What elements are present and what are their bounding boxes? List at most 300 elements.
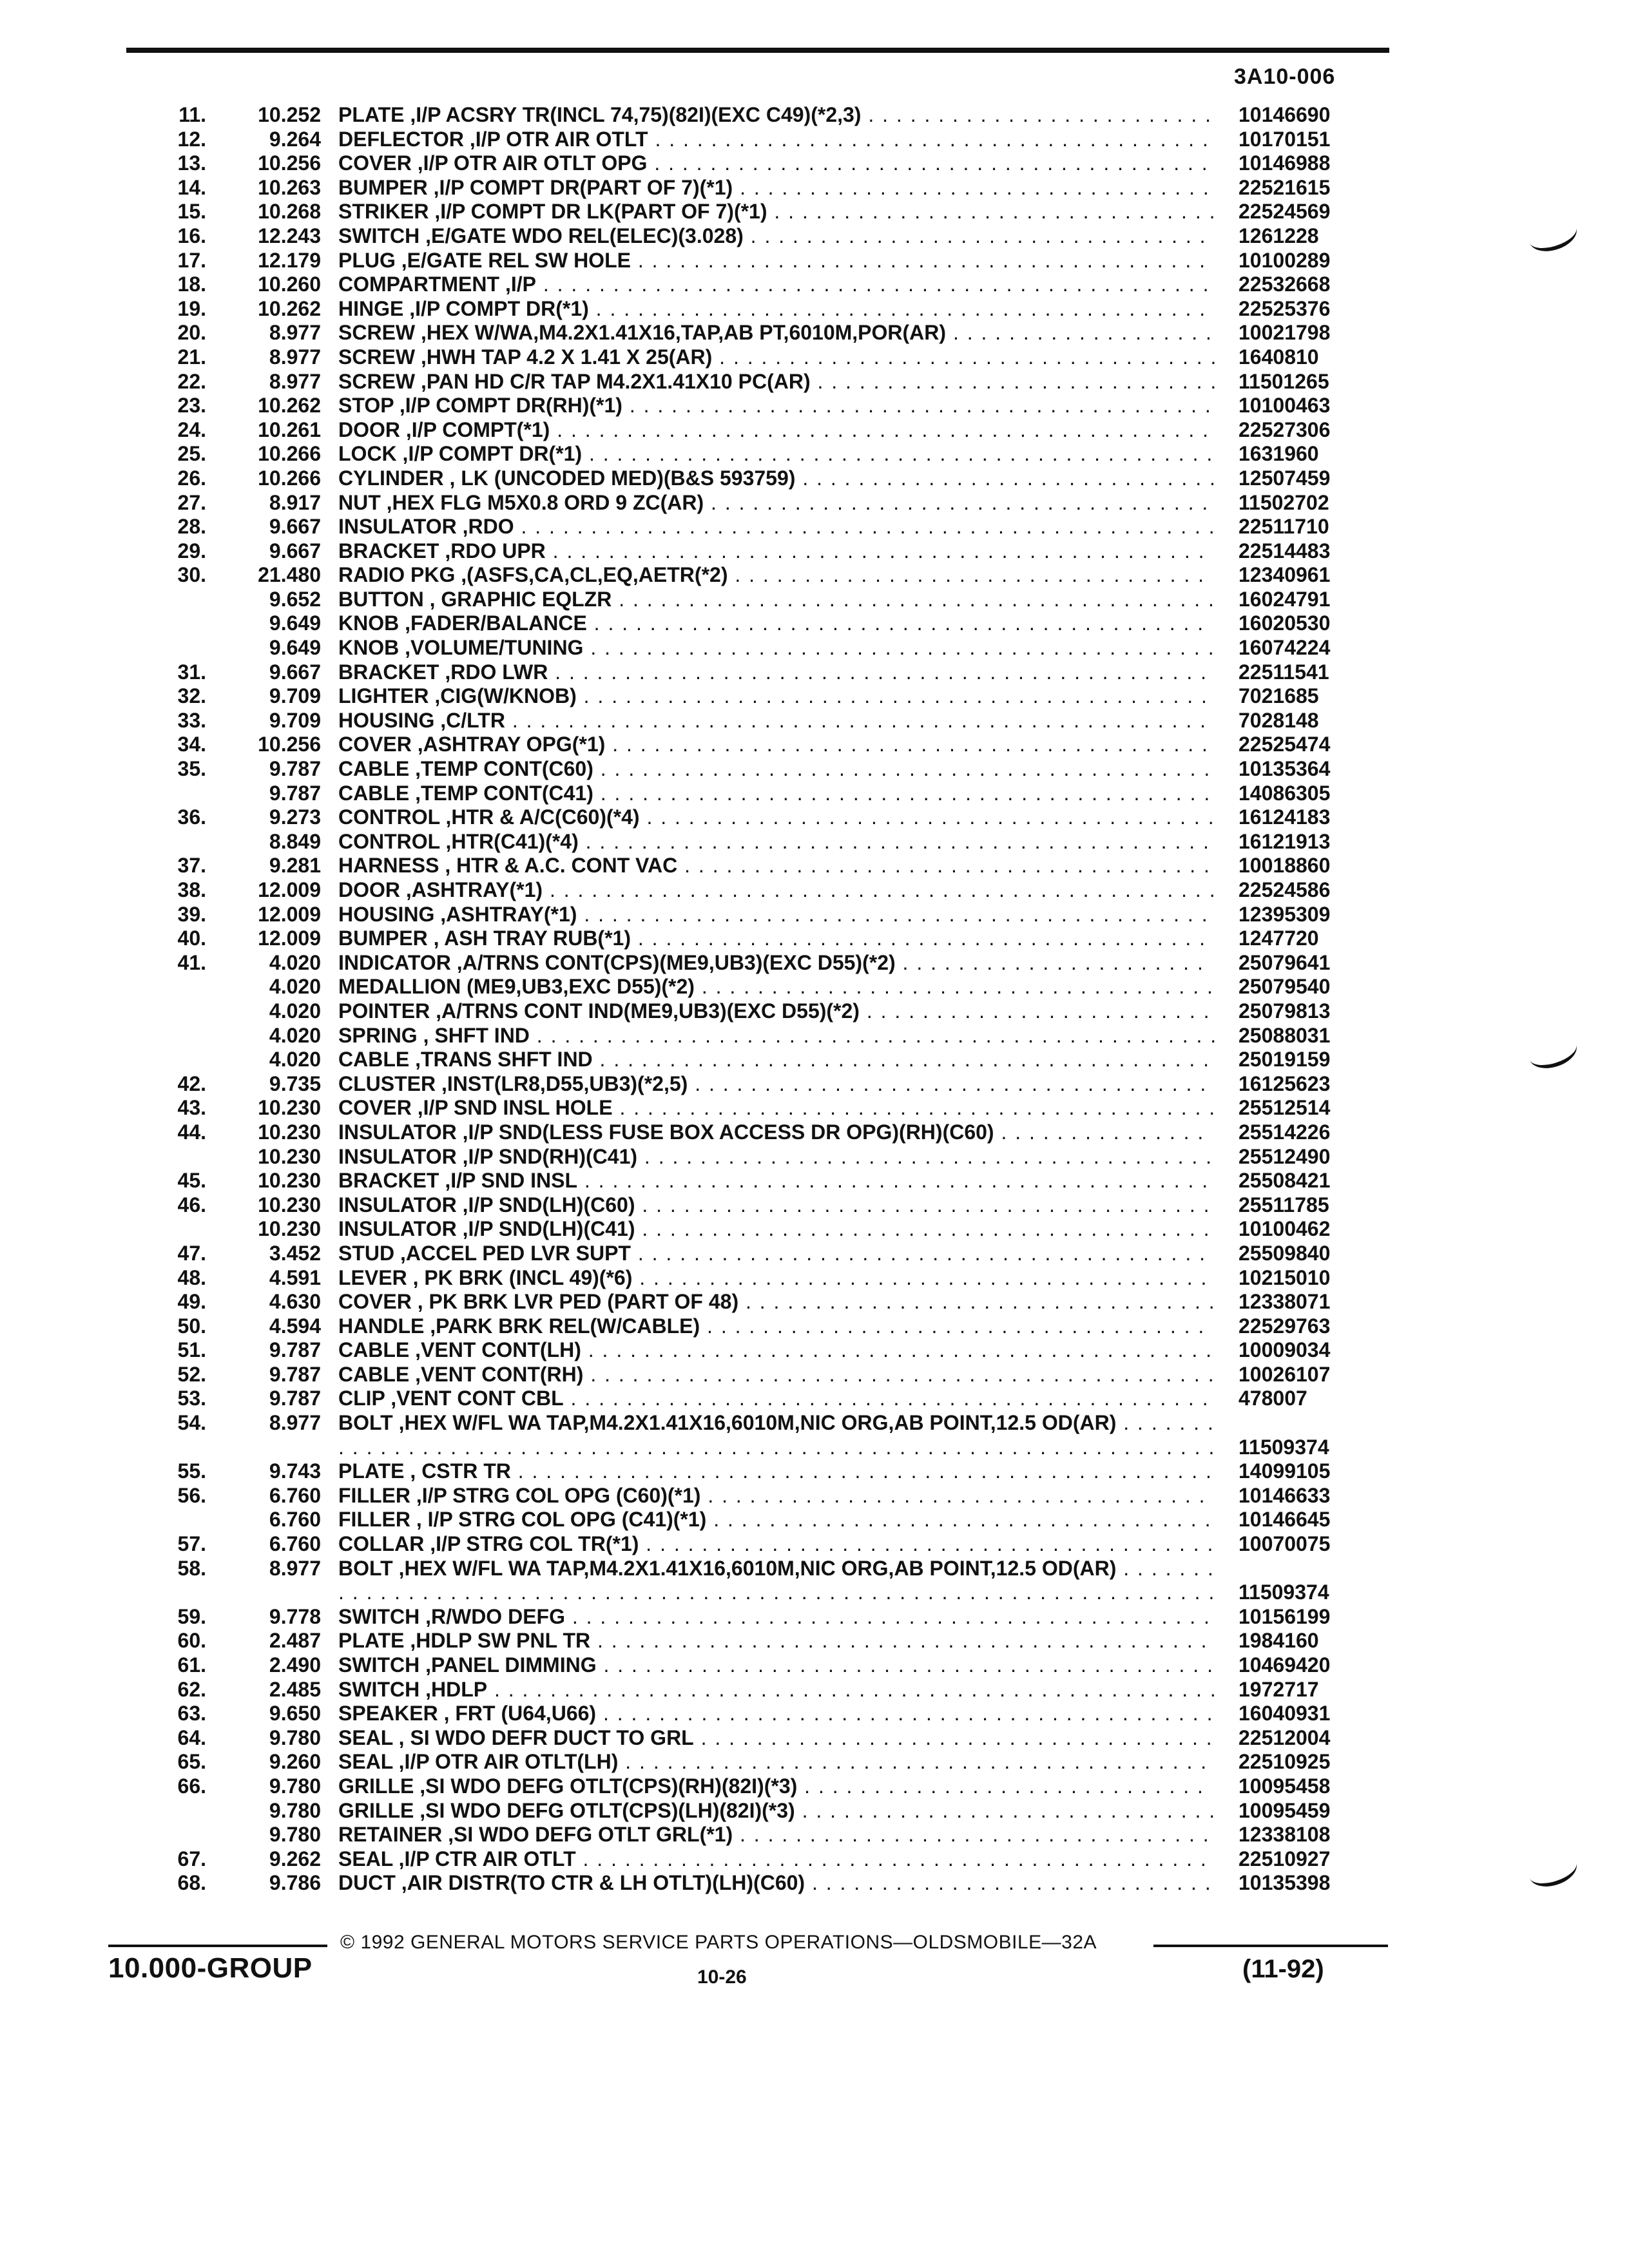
part-description-text: BUTTON , GRAPHIC EQLZR . . .	[338, 588, 1215, 612]
group-number: 10.260	[258, 273, 321, 296]
group-number: 9.780	[269, 1798, 321, 1822]
group-number: 4.594	[269, 1314, 321, 1338]
part-row	[0, 1169, 1629, 1193]
item-number: 63.	[177, 1702, 206, 1725]
part-description-text: INSULATOR ,I/P SND(RH)(C41) . . .	[338, 1145, 1215, 1169]
part-number: 22514483	[1239, 539, 1331, 562]
group-number: 10.256	[258, 733, 321, 756]
part-number: 1261228	[1239, 224, 1319, 247]
item-number: 65.	[177, 1750, 206, 1774]
part-number: 10135398	[1239, 1871, 1331, 1895]
part-description-text: LIGHTER ,CIG(W/KNOB) . . .	[338, 684, 1215, 709]
part-row	[0, 273, 1629, 297]
part-description-text: SEAL ,I/P OTR AIR OTLT(LH) . . .	[338, 1750, 1215, 1774]
part-description	[338, 1847, 1218, 1872]
part-description	[338, 1242, 1218, 1266]
part-description-text: COVER , PK BRK LVR PED (PART OF 48) . . .	[338, 1290, 1216, 1314]
item-number: 43.	[177, 1096, 206, 1120]
group-number: 10.230	[258, 1096, 321, 1120]
page-code: 3A10-006	[1234, 64, 1336, 89]
item-number: 12.	[177, 127, 206, 151]
part-number: 16124183	[1239, 805, 1331, 829]
part-row	[0, 394, 1629, 418]
part-row	[0, 999, 1629, 1024]
page-number: 10-26	[697, 1966, 747, 1988]
part-row	[0, 1314, 1629, 1339]
part-number: 25512490	[1239, 1144, 1331, 1168]
part-row	[0, 1096, 1629, 1120]
part-description-text: BRACKET ,RDO LWR . . .	[338, 660, 1215, 685]
part-number: 10026107	[1239, 1362, 1331, 1386]
top-rule	[126, 48, 1389, 53]
part-description-text: LEVER , PK BRK (INCL 49)(*6) . . .	[338, 1266, 1215, 1291]
item-number: 23.	[177, 394, 206, 418]
part-row	[0, 563, 1629, 588]
part-row	[0, 1338, 1629, 1363]
part-row	[0, 1799, 1629, 1823]
part-number: 16024791	[1239, 587, 1331, 611]
part-number: 22510927	[1239, 1847, 1331, 1870]
part-description	[338, 1096, 1218, 1120]
group-number: 12.009	[258, 902, 321, 926]
part-number: 11502702	[1239, 490, 1329, 514]
group-number: 10.263	[258, 175, 321, 199]
part-description-text: HINGE ,I/P COMPT DR(*1) . . .	[338, 297, 1215, 322]
part-description-text: CABLE ,TEMP CONT(C41) . . .	[338, 782, 1215, 806]
part-description	[338, 733, 1218, 757]
part-row	[0, 830, 1629, 854]
part-row	[0, 588, 1629, 612]
part-description	[338, 273, 1218, 297]
part-description-text: RADIO PKG ,(ASFS,CA,CL,EQ,AETR(*2) . . .	[338, 563, 1215, 588]
part-number: 1631960	[1239, 442, 1319, 466]
item-number: 34.	[177, 733, 206, 756]
part-number: 10095459	[1239, 1798, 1331, 1822]
part-description	[338, 249, 1218, 273]
item-number: 13.	[177, 151, 206, 175]
group-number: 10.230	[258, 1120, 321, 1144]
part-description	[338, 1169, 1218, 1193]
part-description	[338, 588, 1218, 612]
group-number: 8.977	[269, 1556, 321, 1580]
part-description	[338, 1508, 1218, 1532]
item-number: 46.	[177, 1193, 206, 1216]
part-number: 11509374	[1239, 1581, 1329, 1604]
part-description-text: CABLE ,VENT CONT(RH) . . .	[338, 1363, 1215, 1387]
part-number: 10135364	[1239, 757, 1331, 781]
part-description	[338, 1726, 1218, 1751]
part-number: 22525474	[1239, 733, 1331, 756]
part-description-text: CABLE ,VENT CONT(LH) . . .	[338, 1338, 1215, 1363]
part-row	[0, 418, 1629, 443]
part-description	[338, 1290, 1218, 1314]
item-number: 27.	[177, 490, 206, 514]
group-number: 10.256	[258, 151, 321, 175]
part-row	[0, 1847, 1629, 1872]
group-number: 12.009	[258, 927, 321, 950]
group-number: 10.268	[258, 200, 321, 224]
part-description	[338, 1605, 1218, 1629]
item-number: 38.	[177, 878, 206, 901]
part-description-text: FILLER ,I/P STRG COL OPG (C60)(*1) . . .	[338, 1484, 1215, 1508]
part-number: 10146645	[1239, 1508, 1331, 1532]
group-number: 9.650	[269, 1702, 321, 1725]
part-description	[338, 660, 1218, 685]
part-row	[0, 782, 1629, 806]
part-number: 10100462	[1239, 1217, 1331, 1241]
part-number: 10215010	[1239, 1265, 1331, 1289]
item-number: 25.	[177, 442, 206, 466]
group-number: 9.262	[269, 1847, 321, 1870]
part-number: 14099105	[1239, 1459, 1331, 1483]
part-number: 25079540	[1239, 975, 1331, 999]
item-number: 47.	[177, 1241, 206, 1265]
group-number: 21.480	[258, 563, 321, 587]
part-description-text: INDICATOR ,A/TRNS CONT(CPS)(ME9,UB3)(EXC D55)(*2) . . .	[338, 951, 1215, 975]
part-number: 22525376	[1239, 296, 1331, 320]
part-number: 22529763	[1239, 1314, 1331, 1338]
part-number: 10156199	[1239, 1604, 1331, 1628]
part-number: 10469420	[1239, 1653, 1331, 1677]
group-number: 9.787	[269, 1387, 321, 1410]
part-description-text: PLUG ,E/GATE REL SW HOLE . . .	[338, 249, 1215, 273]
group-number: 3.452	[269, 1241, 321, 1265]
part-description-text: BRACKET ,I/P SND INSL . . .	[338, 1169, 1215, 1193]
part-description	[338, 927, 1218, 951]
part-description-text: COLLAR ,I/P STRG COL TR(*1) . . .	[338, 1532, 1215, 1557]
part-row	[0, 1024, 1629, 1048]
part-description-text: SWITCH ,R/WDO DEFG . . .	[338, 1605, 1215, 1629]
item-number: 32.	[177, 684, 206, 708]
part-description-text: STOP ,I/P COMPT DR(RH)(*1) . . .	[338, 394, 1215, 418]
part-description-text: SCREW ,PAN HD C/R TAP M4.2X1.41X10 PC(AR) . . .	[338, 370, 1217, 394]
item-number: 42.	[177, 1072, 206, 1095]
part-row	[0, 927, 1629, 951]
item-number: 50.	[177, 1314, 206, 1338]
part-number: 10146988	[1239, 151, 1331, 175]
part-description-text: INSULATOR ,I/P SND(LESS FUSE BOX ACCESS DR OPG)(RH)(C60) . . .	[338, 1120, 1215, 1145]
part-row	[0, 1242, 1629, 1266]
part-description	[338, 1823, 1218, 1847]
part-description-text: POINTER ,A/TRNS CONT IND(ME9,UB3)(EXC D55)(*2) . . .	[338, 999, 1215, 1024]
group-number: 9.260	[269, 1750, 321, 1774]
item-number: 62.	[177, 1677, 206, 1701]
part-description-text: SEAL ,I/P CTR AIR OTLT . . .	[338, 1847, 1215, 1872]
part-number: 12338071	[1239, 1290, 1331, 1314]
group-number: 4.591	[269, 1265, 321, 1289]
group-number: 10.261	[258, 418, 321, 441]
part-row	[0, 1557, 1629, 1605]
group-number: 9.780	[269, 1774, 321, 1798]
part-number: 25079641	[1239, 950, 1331, 974]
part-number: 22532668	[1239, 273, 1331, 296]
group-number: 8.977	[269, 369, 321, 393]
part-description	[338, 1387, 1218, 1411]
part-description	[338, 176, 1218, 200]
part-description-text: CONTROL ,HTR & A/C(C60)(*4) . . .	[338, 805, 1215, 830]
part-description-text: BOLT ,HEX W/FL WA TAP,M4.2X1.41X16,6010M,NIC ORG,AB POINT,12.5 OD(AR) . . .	[338, 1557, 1215, 1605]
part-description	[338, 1266, 1218, 1291]
part-number: 12507459	[1239, 466, 1331, 490]
item-number: 53.	[177, 1387, 206, 1410]
item-number: 15.	[177, 200, 206, 224]
group-number: 2.485	[269, 1677, 321, 1701]
part-row	[0, 1823, 1629, 1847]
group-number: 10.266	[258, 466, 321, 490]
part-row	[0, 1145, 1629, 1169]
part-description	[338, 491, 1218, 515]
part-description	[338, 1120, 1218, 1145]
part-number: 16125623	[1239, 1072, 1331, 1095]
part-description	[338, 999, 1218, 1024]
part-description	[338, 757, 1218, 782]
part-row	[0, 1605, 1629, 1629]
group-number: 10.266	[258, 442, 321, 466]
part-description	[338, 684, 1218, 709]
part-description-text: KNOB ,FADER/BALANCE . . .	[338, 611, 1215, 636]
part-description	[338, 1338, 1218, 1363]
part-description-text: HOUSING ,C/LTR . . .	[338, 709, 1215, 733]
item-number: 45.	[177, 1169, 206, 1193]
group-number: 9.787	[269, 781, 321, 805]
part-description-text: SCREW ,HEX W/WA,M4.2X1.41X16,TAP,AB PT,6010M,POR(AR) . . .	[338, 321, 1215, 345]
part-number: 1984160	[1239, 1629, 1319, 1653]
part-number: 10070075	[1239, 1532, 1331, 1556]
part-description	[338, 1532, 1218, 1557]
part-description	[338, 1557, 1218, 1605]
part-number: 10170151	[1239, 127, 1331, 151]
part-description	[338, 782, 1218, 806]
part-description	[338, 466, 1218, 491]
part-description-text: SCREW ,HWH TAP 4.2 X 1.41 X 25(AR) . . .	[338, 345, 1217, 370]
group-number: 2.490	[269, 1653, 321, 1677]
part-description	[338, 1678, 1218, 1702]
part-description	[338, 830, 1218, 854]
group-number: 2.487	[269, 1629, 321, 1653]
part-description-text: SWITCH ,HDLP . . .	[338, 1678, 1217, 1702]
group-number: 8.977	[269, 1411, 321, 1435]
part-description-text: COMPARTMENT ,I/P . . .	[338, 273, 1215, 297]
item-number: 26.	[177, 466, 206, 490]
part-description	[338, 539, 1218, 564]
item-number: 35.	[177, 757, 206, 781]
part-number: 22511710	[1239, 515, 1329, 539]
part-row	[0, 1459, 1629, 1484]
part-description	[338, 1314, 1218, 1339]
part-description	[338, 442, 1218, 466]
part-row	[0, 103, 1629, 128]
part-description	[338, 1653, 1218, 1678]
part-number: 25019159	[1239, 1048, 1331, 1072]
part-number: 22511541	[1239, 660, 1329, 684]
item-number: 41.	[177, 950, 206, 974]
item-number: 20.	[177, 321, 206, 345]
group-number: 9.649	[269, 636, 321, 660]
item-number: 61.	[177, 1653, 206, 1677]
part-description-text: SWITCH ,E/GATE WDO REL(ELEC)(3.028) . . .	[338, 224, 1215, 249]
part-row	[0, 491, 1629, 515]
part-number: 10018860	[1239, 854, 1331, 878]
item-number: 37.	[177, 854, 206, 878]
part-description	[338, 709, 1218, 733]
item-number: 58.	[177, 1556, 206, 1580]
part-description-text: DOOR ,ASHTRAY(*1) . . .	[338, 878, 1217, 903]
part-description	[338, 1459, 1218, 1484]
item-number: 22.	[177, 369, 206, 393]
part-row	[0, 1290, 1629, 1314]
part-description-text: STUD ,ACCEL PED LVR SUPT . . .	[338, 1242, 1215, 1266]
item-number: 24.	[177, 418, 206, 441]
group-number: 9.709	[269, 708, 321, 732]
part-description-text: NUT ,HEX FLG M5X0.8 ORD 9 ZC(AR) . . .	[338, 491, 1215, 515]
parts-list	[0, 103, 1629, 1896]
item-number: 33.	[177, 708, 206, 732]
part-number: 16074224	[1239, 636, 1331, 660]
part-description	[338, 224, 1218, 249]
part-description-text: SEAL , SI WDO DEFR DUCT TO GRL . . .	[338, 1726, 1215, 1751]
group-number: 10.230	[258, 1169, 321, 1193]
group-number: 9.281	[269, 854, 321, 878]
item-number: 30.	[177, 563, 206, 587]
group-number: 9.709	[269, 684, 321, 708]
part-number: 14086305	[1239, 781, 1331, 805]
part-description-text: BRACKET ,RDO UPR . . .	[338, 539, 1215, 564]
part-description-text: PLATE ,HDLP SW PNL TR . . .	[338, 1629, 1215, 1653]
part-description	[338, 854, 1218, 878]
part-description-text: CABLE ,TEMP CONT(C60) . . .	[338, 757, 1215, 782]
part-row	[0, 1508, 1629, 1532]
part-row	[0, 345, 1629, 370]
part-number: 478007	[1239, 1387, 1307, 1410]
group-number: 12.179	[258, 248, 321, 272]
group-number: 4.020	[269, 975, 321, 999]
group-number: 10.262	[258, 296, 321, 320]
item-number: 55.	[177, 1459, 206, 1483]
part-row	[0, 684, 1629, 709]
group-number: 4.020	[269, 999, 321, 1023]
part-row	[0, 636, 1629, 660]
part-description	[338, 1750, 1218, 1774]
part-description-text: KNOB ,VOLUME/TUNING . . .	[338, 636, 1215, 660]
part-number: 1972717	[1239, 1677, 1319, 1701]
part-number: 1247720	[1239, 927, 1319, 950]
part-description-text: HARNESS , HTR & A.C. CONT VAC . . .	[338, 854, 1215, 878]
part-description-text: LOCK ,I/P COMPT DR(*1) . . .	[338, 442, 1215, 466]
part-description	[338, 1048, 1218, 1072]
part-description-text: DUCT ,AIR DISTR(TO CTR & LH OTLT)(LH)(C60) . . .	[338, 1871, 1215, 1896]
part-row	[0, 1750, 1629, 1774]
item-number: 60.	[177, 1629, 206, 1653]
group-number: 12.243	[258, 224, 321, 247]
part-description	[338, 370, 1218, 394]
item-number: 52.	[177, 1362, 206, 1386]
part-number: 25508421	[1239, 1169, 1331, 1193]
part-number: 1640810	[1239, 345, 1319, 369]
item-number: 40.	[177, 927, 206, 950]
part-row	[0, 1774, 1629, 1799]
group-number: 9.735	[269, 1072, 321, 1095]
part-description-text: SPEAKER , FRT (U64,U66) . . .	[338, 1702, 1215, 1726]
group-number: 9.780	[269, 1823, 321, 1847]
item-number: 21.	[177, 345, 206, 369]
part-row	[0, 321, 1629, 345]
copyright-notice: © 1992 GENERAL MOTORS SERVICE PARTS OPERATIONS—OLDSMOBILE—32A	[340, 1932, 1097, 1953]
item-number: 18.	[177, 273, 206, 296]
item-number: 17.	[177, 248, 206, 272]
part-row	[0, 1726, 1629, 1751]
item-number: 16.	[177, 224, 206, 247]
part-description	[338, 345, 1218, 370]
part-row	[0, 442, 1629, 466]
group-number: 4.020	[269, 1048, 321, 1072]
group-number: 6.760	[269, 1483, 321, 1507]
part-description	[338, 805, 1218, 830]
item-number: 54.	[177, 1411, 206, 1435]
part-row	[0, 1363, 1629, 1387]
group-number: 8.977	[269, 321, 321, 345]
item-number: 59.	[177, 1604, 206, 1628]
part-number: 25509840	[1239, 1241, 1331, 1265]
part-description	[338, 1363, 1218, 1387]
part-row	[0, 297, 1629, 322]
group-number: 9.787	[269, 1338, 321, 1362]
part-row	[0, 1871, 1629, 1896]
part-number: 25514226	[1239, 1120, 1331, 1144]
part-description-text: STRIKER ,I/P COMPT DR LK(PART OF 7)(*1) . . .	[338, 200, 1217, 224]
part-row	[0, 128, 1629, 152]
part-number: 10021798	[1239, 321, 1331, 345]
part-description-text: INSULATOR ,I/P SND(LH)(C41) . . .	[338, 1217, 1215, 1242]
item-number: 67.	[177, 1847, 206, 1870]
group-number: 9.787	[269, 757, 321, 781]
part-row	[0, 370, 1629, 394]
item-number: 28.	[177, 515, 206, 539]
part-number: 10009034	[1239, 1338, 1331, 1362]
revision-date: (11-92)	[1242, 1955, 1324, 1983]
group-number: 6.760	[269, 1508, 321, 1532]
part-row	[0, 975, 1629, 999]
part-number: 11509374	[1239, 1435, 1329, 1459]
part-description	[338, 611, 1218, 636]
part-row	[0, 1629, 1629, 1653]
part-description-text: COVER ,I/P SND INSL HOLE . . .	[338, 1096, 1216, 1120]
part-description-text: SWITCH ,PANEL DIMMING . . .	[338, 1653, 1215, 1678]
part-number: 10095458	[1239, 1774, 1331, 1798]
part-row	[0, 1266, 1629, 1291]
part-row	[0, 1048, 1629, 1072]
part-description	[338, 515, 1218, 539]
part-number: 22524569	[1239, 200, 1331, 224]
group-number: 9.273	[269, 805, 321, 829]
group-title: 10.000-GROUP	[108, 1952, 313, 1984]
group-number: 8.849	[269, 829, 321, 853]
part-description-text: DOOR ,I/P COMPT(*1) . . .	[338, 418, 1215, 443]
part-description	[338, 103, 1218, 128]
part-row	[0, 854, 1629, 878]
part-description	[338, 951, 1218, 975]
part-description	[338, 1411, 1218, 1459]
part-row	[0, 515, 1629, 539]
group-number: 8.977	[269, 345, 321, 369]
part-number: 12340961	[1239, 563, 1331, 587]
part-description-text: CABLE ,TRANS SHFT IND . . .	[338, 1048, 1215, 1072]
part-row	[0, 1532, 1629, 1557]
part-row	[0, 176, 1629, 200]
part-row	[0, 733, 1629, 757]
group-number: 4.630	[269, 1290, 321, 1314]
group-number: 9.780	[269, 1725, 321, 1749]
part-row	[0, 539, 1629, 564]
